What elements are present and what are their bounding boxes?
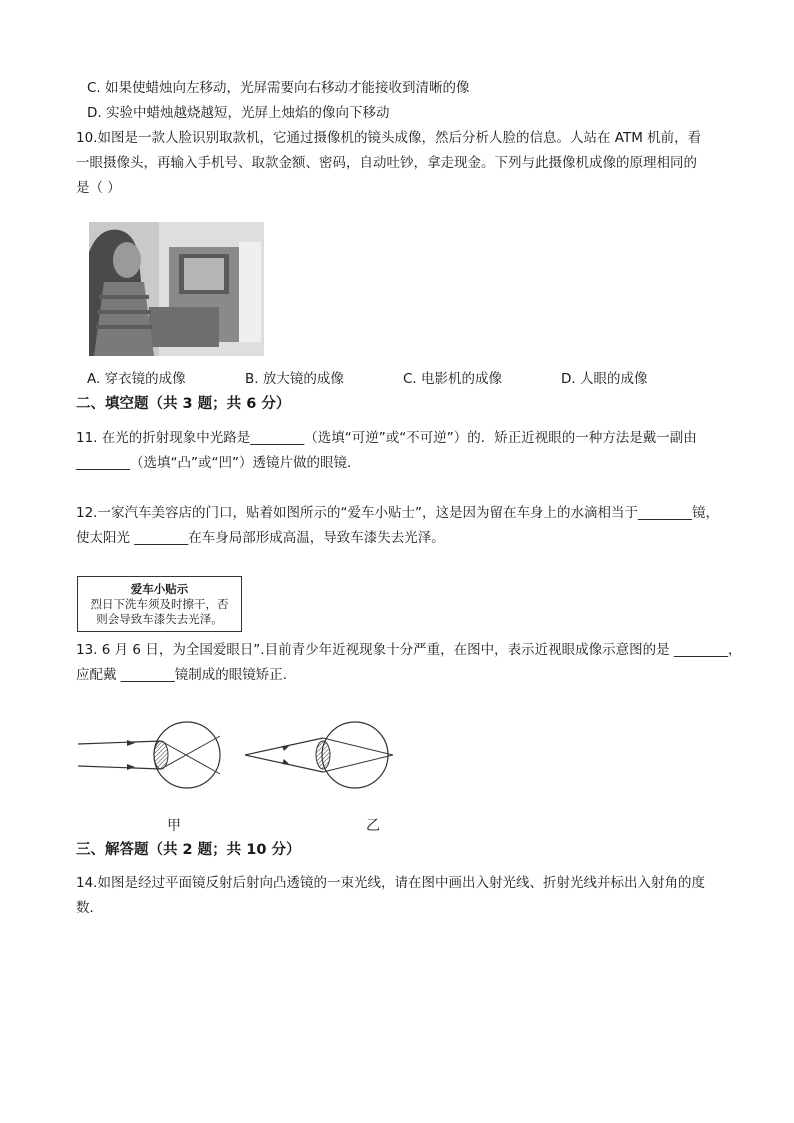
- tip-title: 爱车小贴示: [130, 582, 189, 596]
- q14-text-line1: 14.如图是经过平面镜反射后射向凸透镜的一束光线，请在图中画出入射光线、折射光线并标出入射角的度: [76, 875, 705, 891]
- q10-text-line3: 是（ ）: [76, 180, 121, 196]
- q12-text-line1: 12.一家汽车美容店的门口，贴着如图所示的“爱车小贴士”，这是因为留在车身上的水滴相当于________镜，: [76, 505, 719, 521]
- tip-line-1: 烈日下洗车须及时擦干，否: [90, 597, 229, 611]
- q12-text-line2: 使太阳光 ________在车身局部形成高温，导致车漆失去光泽。: [76, 530, 445, 546]
- atm-face-recognition-photo: [89, 222, 264, 356]
- eye-diagram-jia: [78, 722, 220, 788]
- q13-text-line1: 13. 6 月 6 日，为全国爱眼日”.目前青少年近视现象十分严重，在图中，表示近视眼成像示意图的是 ________，: [76, 642, 742, 658]
- q9-option-d: D. 实验中蜡烛越烧越短，光屏上烛焰的像向下移动: [87, 105, 390, 121]
- q10-option-d: D. 人眼的成像: [561, 371, 648, 387]
- eye-diagram-yi: [245, 722, 393, 788]
- q13-text-line2: 应配戴 ________镜制成的眼镜矫正．: [76, 667, 297, 683]
- q10-option-c: C. 电影机的成像: [403, 371, 503, 387]
- q11-text-line1: 11. 在光的折射现象中光路是________（选填“可逆”或“不可逆”）的．矫正近视眼的一种方法是戴一副由: [76, 430, 697, 446]
- q9-option-c: C. 如果使蜡烛向左移动，光屏需要向右移动才能接收到清晰的像: [87, 80, 470, 96]
- q14-text-line2: 数．: [76, 900, 103, 916]
- q10-text-line1: 10.如图是一款人脸识别取款机，它通过摄像机的镜头成像，然后分析人脸的信息。人站在 ATM 机前，看: [76, 130, 702, 146]
- q10-text-line2: 一眼摄像头，再输入手机号、取款金额、密码，自动吐钞，拿走现金。下列与此摄像机成像的原理相同的: [76, 155, 697, 171]
- section-heading-answer: 三、解答题（共 2 题；共 10 分）: [76, 842, 301, 858]
- label-yi: 乙: [366, 818, 380, 834]
- q10-option-b: B. 放大镜的成像: [245, 371, 344, 387]
- eye-imaging-diagram: [75, 718, 405, 813]
- q11-text-line2: ________（选填“凸”或“凹”）透镜片做的眼镜．: [76, 455, 361, 471]
- car-care-tip-box: [77, 576, 242, 632]
- label-jia: 甲: [167, 818, 181, 834]
- q10-options: [0, 369, 794, 389]
- q10-option-a: A. 穿衣镜的成像: [87, 371, 186, 387]
- tip-line-2: 则会导致车漆失去光泽。: [96, 612, 223, 626]
- section-heading-fill-in: 二、填空题（共 3 题；共 6 分）: [76, 396, 291, 412]
